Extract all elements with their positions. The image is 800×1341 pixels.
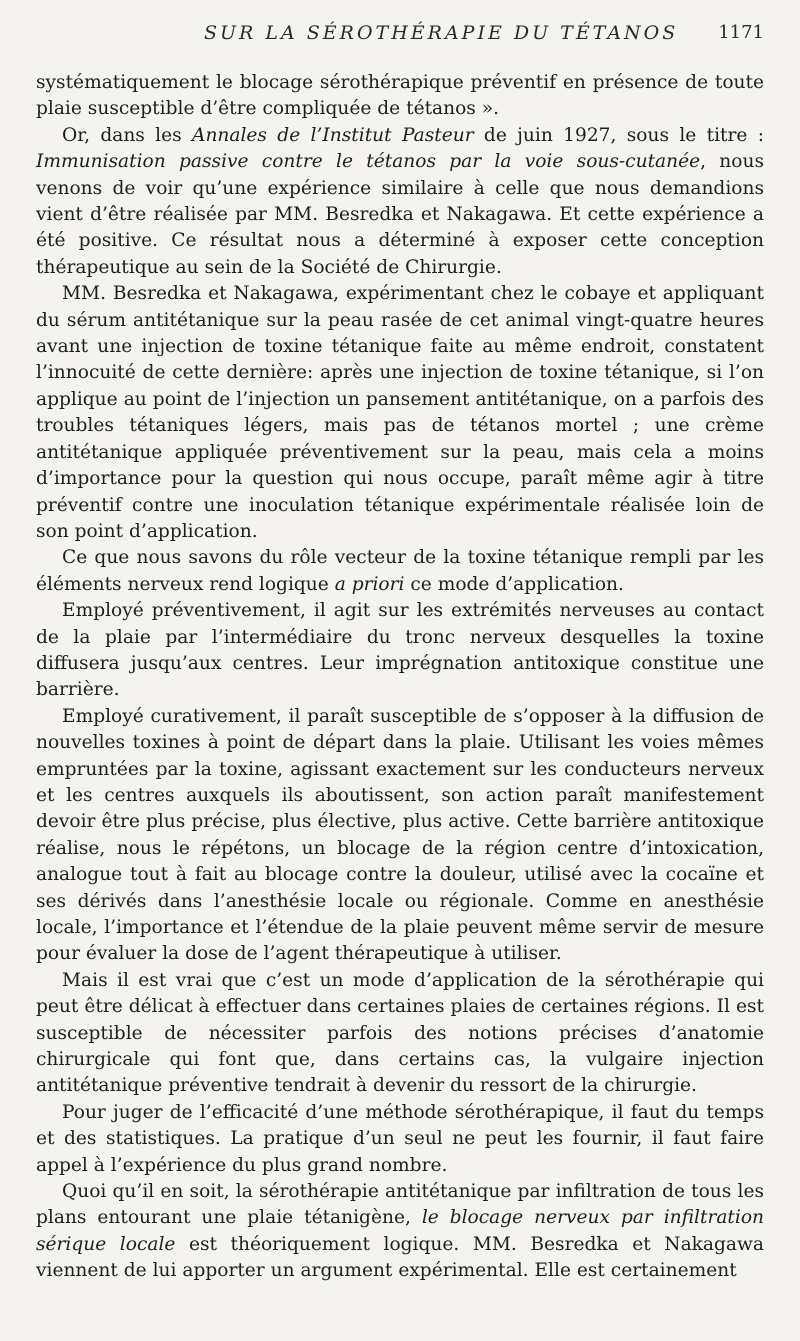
article-title: Immunisation passive contre le tétanos par la voie sous-cutanée <box>36 151 701 173</box>
paragraph <box>36 281 764 545</box>
paragraph-text: de juin 1927, sous le titre : <box>473 124 764 146</box>
running-title: SUR LA SÉROTHÉRAPIE DU TÉTANOS <box>204 22 679 44</box>
paragraph-text: ce mode d’application. <box>404 573 624 595</box>
italic-phrase: le blocage nerveux par infiltration sérique locale <box>36 1207 765 1255</box>
paragraph-text: Employé préventivement, il agit sur les extrémités nerveuses au contact de la plaie par l’intermédiaire du tronc nerveux desquelles la toxine diffusera jusqu’aux centres. Leur imprégnation antitoxique constitue une barrière. <box>36 600 764 701</box>
paragraph-text: Ce que nous savons du rôle vecteur de la toxine tétanique rempli par les éléments nerveux rend logique <box>36 547 764 595</box>
paragraph-text: est théoriquement logique. MM. Besredka et Nakagawa viennent de lui apporter un argument expérimental. Elle est certainement <box>36 1233 764 1282</box>
paragraph-text: Pour juger de l’efficacité d’une méthode sérothérapique, il faut du temps et des statistiques. La pratique d’un seul ne peut les fournir, il faut faire appel à l’expérience du plus grand nombre. <box>36 1101 764 1176</box>
paragraph <box>36 545 764 598</box>
journal-title: Annales de l’Institut Pasteur <box>192 124 474 146</box>
paragraph <box>36 1100 764 1179</box>
paragraph <box>36 123 764 281</box>
paragraph-text: Mais il est vrai que c’est un mode d’application de la sérothérapie qui peut être délicat à effectuer dans certaines plaies de certaines régions. Il est susceptible de nécessiter parfois des notions précises d’anatomie chirurgicale qui font que, dans certains cas, la vulgaire injection antitétanique préventive tendrait à devenir du ressort de la chirurgie. <box>36 969 764 1097</box>
paragraph <box>36 968 764 1100</box>
body-text <box>36 70 764 1285</box>
paragraph-text: Employé curativement, il paraît susceptible de s’opposer à la diffusion de nouvelles toxines à point de départ dans la plaie. Utilisant les voies mêmes empruntées par la toxine, agissant exactement sur les conducteurs nerveux et les centres auxquels ils aboutissent, son action paraît manifestement devoir être plus précise, plus élective, plus active. Cette barrière antitoxique réalise, nous le répétons, un blocage de la région centre d’intoxication, analogue tout à fait au blocage contre la douleur, utilisé avec la cocaïne et ses dérivés dans l’anesthésie locale ou régionale. Comme en anesthésie locale, l’importance et l’étendue de la plaie peuvent même servir de mesure pour évaluer la dose de l’agent thérapeutique à utiliser. <box>36 705 764 965</box>
paragraph <box>36 1179 764 1285</box>
paragraph <box>36 70 764 123</box>
page-number: 1171 <box>718 22 764 43</box>
paragraph-text: Quoi qu’il en soit, la sérothérapie antitétanique par infiltration de tous les plans entourant une plaie tétanigène, <box>36 1181 764 1229</box>
running-head <box>36 18 764 48</box>
paragraph-text: systématiquement le blocage sérothérapique préventif en présence de toute plaie susceptible d’être compliquée de tétanos ». <box>36 72 764 120</box>
paragraph <box>36 704 764 968</box>
paragraph-text: Or, dans les <box>62 124 193 146</box>
italic-phrase: a priori <box>334 573 405 595</box>
paragraph-text: MM. Besredka et Nakagawa, expérimentant chez le cobaye et appliquant du sérum antitétanique sur la peau rasée de cet animal vingt-quatre heures avant une injection de toxine tétanique faite au même endroit, constatent l’innocuité de cette dernière: après une injection de toxine tétanique, si l’on applique au point de l’injection un pansement antitétanique, on a parfois des troubles tétaniques légers, mais pas de tétanos mortel ; une crème antitétanique appliquée préventivement sur la peau, mais cela a moins d’importance pour la question qui nous occupe, paraît même agir à titre préventif contre une inoculation tétanique expérimentale réalisée loin de son point d’application. <box>36 283 764 542</box>
paragraph <box>36 598 764 704</box>
paragraph-text: , nous venons de voir qu’une expérience similaire à celle que nous demandions vient d’être réalisée par MM. Besredka et Nakagawa. Et cette expérience a été positive. Ce résultat nous a déterminé à exposer cette conception thérapeutique au sein de la Société de Chirurgie. <box>36 151 764 278</box>
